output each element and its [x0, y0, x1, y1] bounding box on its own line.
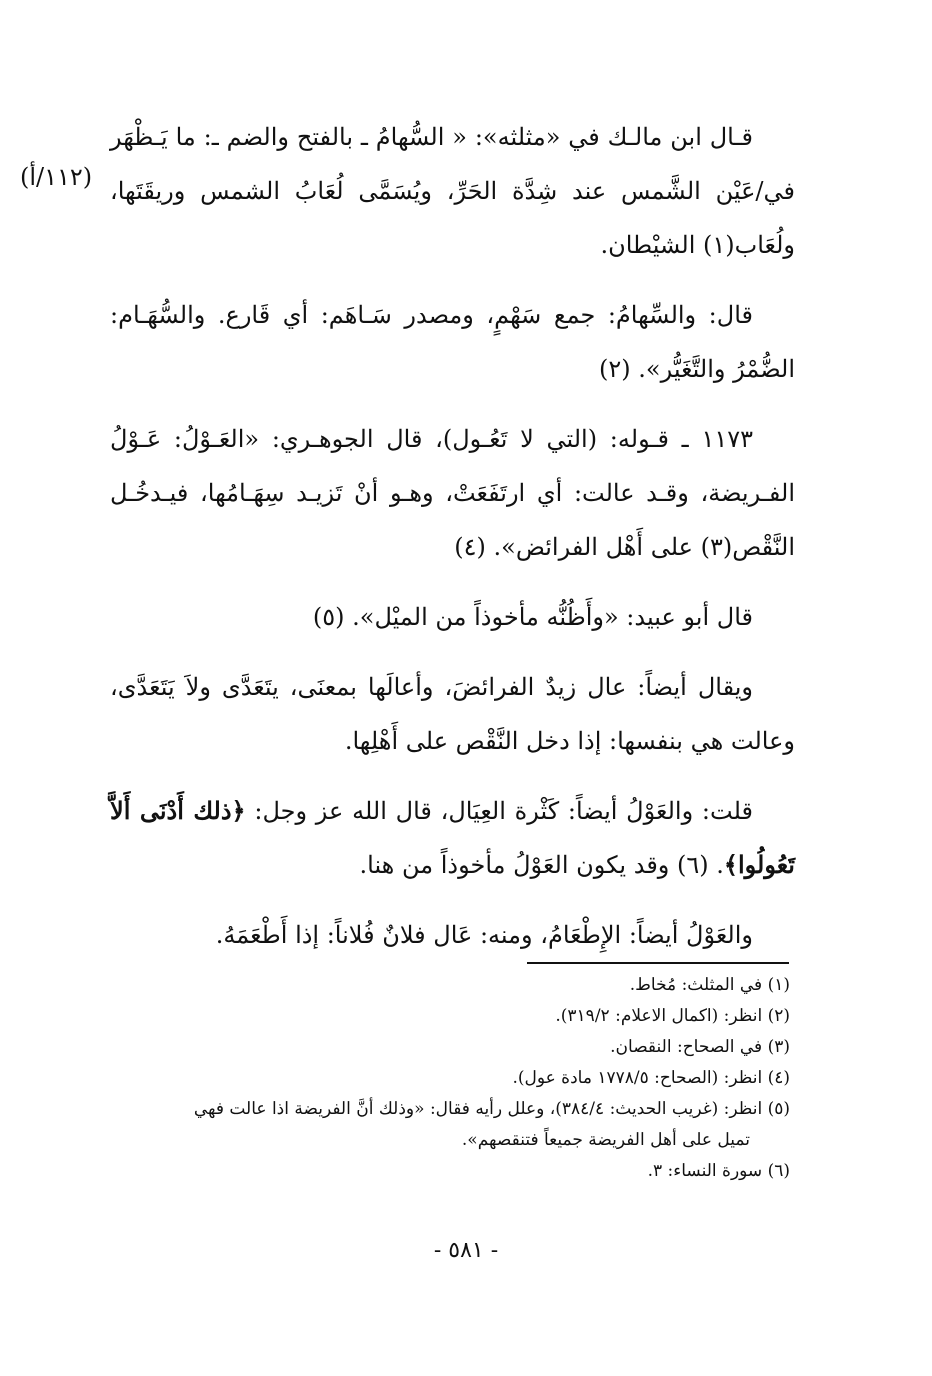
- paragraph-2-text: قال: والسِّهامُ: جمع سَهْمٍ، ومصدر سَـاهَم: أي قَارع. والسُّهَـام: الضُّمْرُ والتَّغَيُّر». (٢): [110, 301, 795, 383]
- page-number: - ٥٨١ -: [433, 1238, 499, 1263]
- footnote-3: (٣) في الصحاح: النقصان.: [610, 1037, 790, 1057]
- paragraph-7: [110, 908, 795, 962]
- folio-marker: (١١٢/أ): [20, 163, 93, 191]
- footnote-6: (٦) سورة النساء: ٣.: [647, 1161, 790, 1181]
- paragraph-6-after: . (٦) وقد يكون العَوْلُ مأخوذاً من هنا.: [359, 851, 724, 879]
- footnotes: [110, 970, 790, 1187]
- paragraph-2: [110, 288, 795, 396]
- paragraph-6: [110, 784, 795, 892]
- footnote-4: (٤) انظر: (الصحاح: ١٧٧٨/٥ مادة عول).: [512, 1068, 790, 1088]
- footnote-1: (١) في المثلث: مُخاط.: [629, 975, 790, 995]
- footnote-2: (٢) انظر: (اكمال الاعلام: ٣١٩/٢).: [555, 1006, 790, 1026]
- paragraph-1: [110, 110, 795, 272]
- paragraph-3: [110, 412, 795, 574]
- paragraph-5: [110, 660, 795, 768]
- paragraph-6-before: قلت: والعَوْلُ أيضاً: كَثْرة العِيَال، قال الله عز وجل:: [245, 797, 753, 825]
- footnote-5: (٥) انظر: (غريب الحديث: ٣٨٤/٤)، وعلل رأيه فقال: «وذلك أنَّ الفريضة اذا عالت فهي: [193, 1099, 790, 1119]
- footnote-5-continued: تميل على أهل الفريضة جميعاً فتنقصهم».: [461, 1130, 750, 1150]
- footnote-separator: [527, 962, 789, 964]
- paragraph-5-text: ويقال أيضاً: عال زيدٌ الفرائضَ، وأعالَها بمعنَى، يتَعَدَّى ولاَ يَتَعَدَّى، وعالت هي بنفسها: إذا دخل النَّقْص على أَهْلِها.: [110, 673, 795, 755]
- paragraph-3-text: ١١٧٣ ـ قـوله: (التي لا تَعُـول)، قال الجوهـري: «العَـوْلُ: عَـوْلُ الفـريضة، وقـد عالت: أي ارتَفَعَتْ، وهـو أنْ تَزيـد سِهَـامُها، فيـدخُـل النَّقْص(٣) على أَهْل الفرائض». (٤): [110, 425, 795, 561]
- paragraph-1-text: قـال ابن مالـك في «مثلثه»: « السُّهامُ ـ بالفتح والضم ـ: ما يَـظْهَر في/عَيْن الشَّمس عند شِدَّة الحَرِّ، ويُسَمَّى لُعَابُ الشمس وريقَتَها، ولُعَاب(١) الشيْطان.: [110, 123, 795, 259]
- paragraph-4: [110, 590, 795, 644]
- paragraph-4-text: قال أبو عبيد: «وأَظُنُّه مأخوذاً من الميْل». (٥): [312, 603, 753, 631]
- main-text: [110, 110, 795, 978]
- quran-verse: ﴿ذلك أَدْنَى أَلاَّ تَعُولُوا﴾: [110, 796, 795, 879]
- paragraph-7-text: والعَوْلُ أيضاً: الإِطْعَامُ، ومنه: عَال فلانٌ فُلاناً: إذا أَطْعَمَهُ.: [215, 921, 753, 949]
